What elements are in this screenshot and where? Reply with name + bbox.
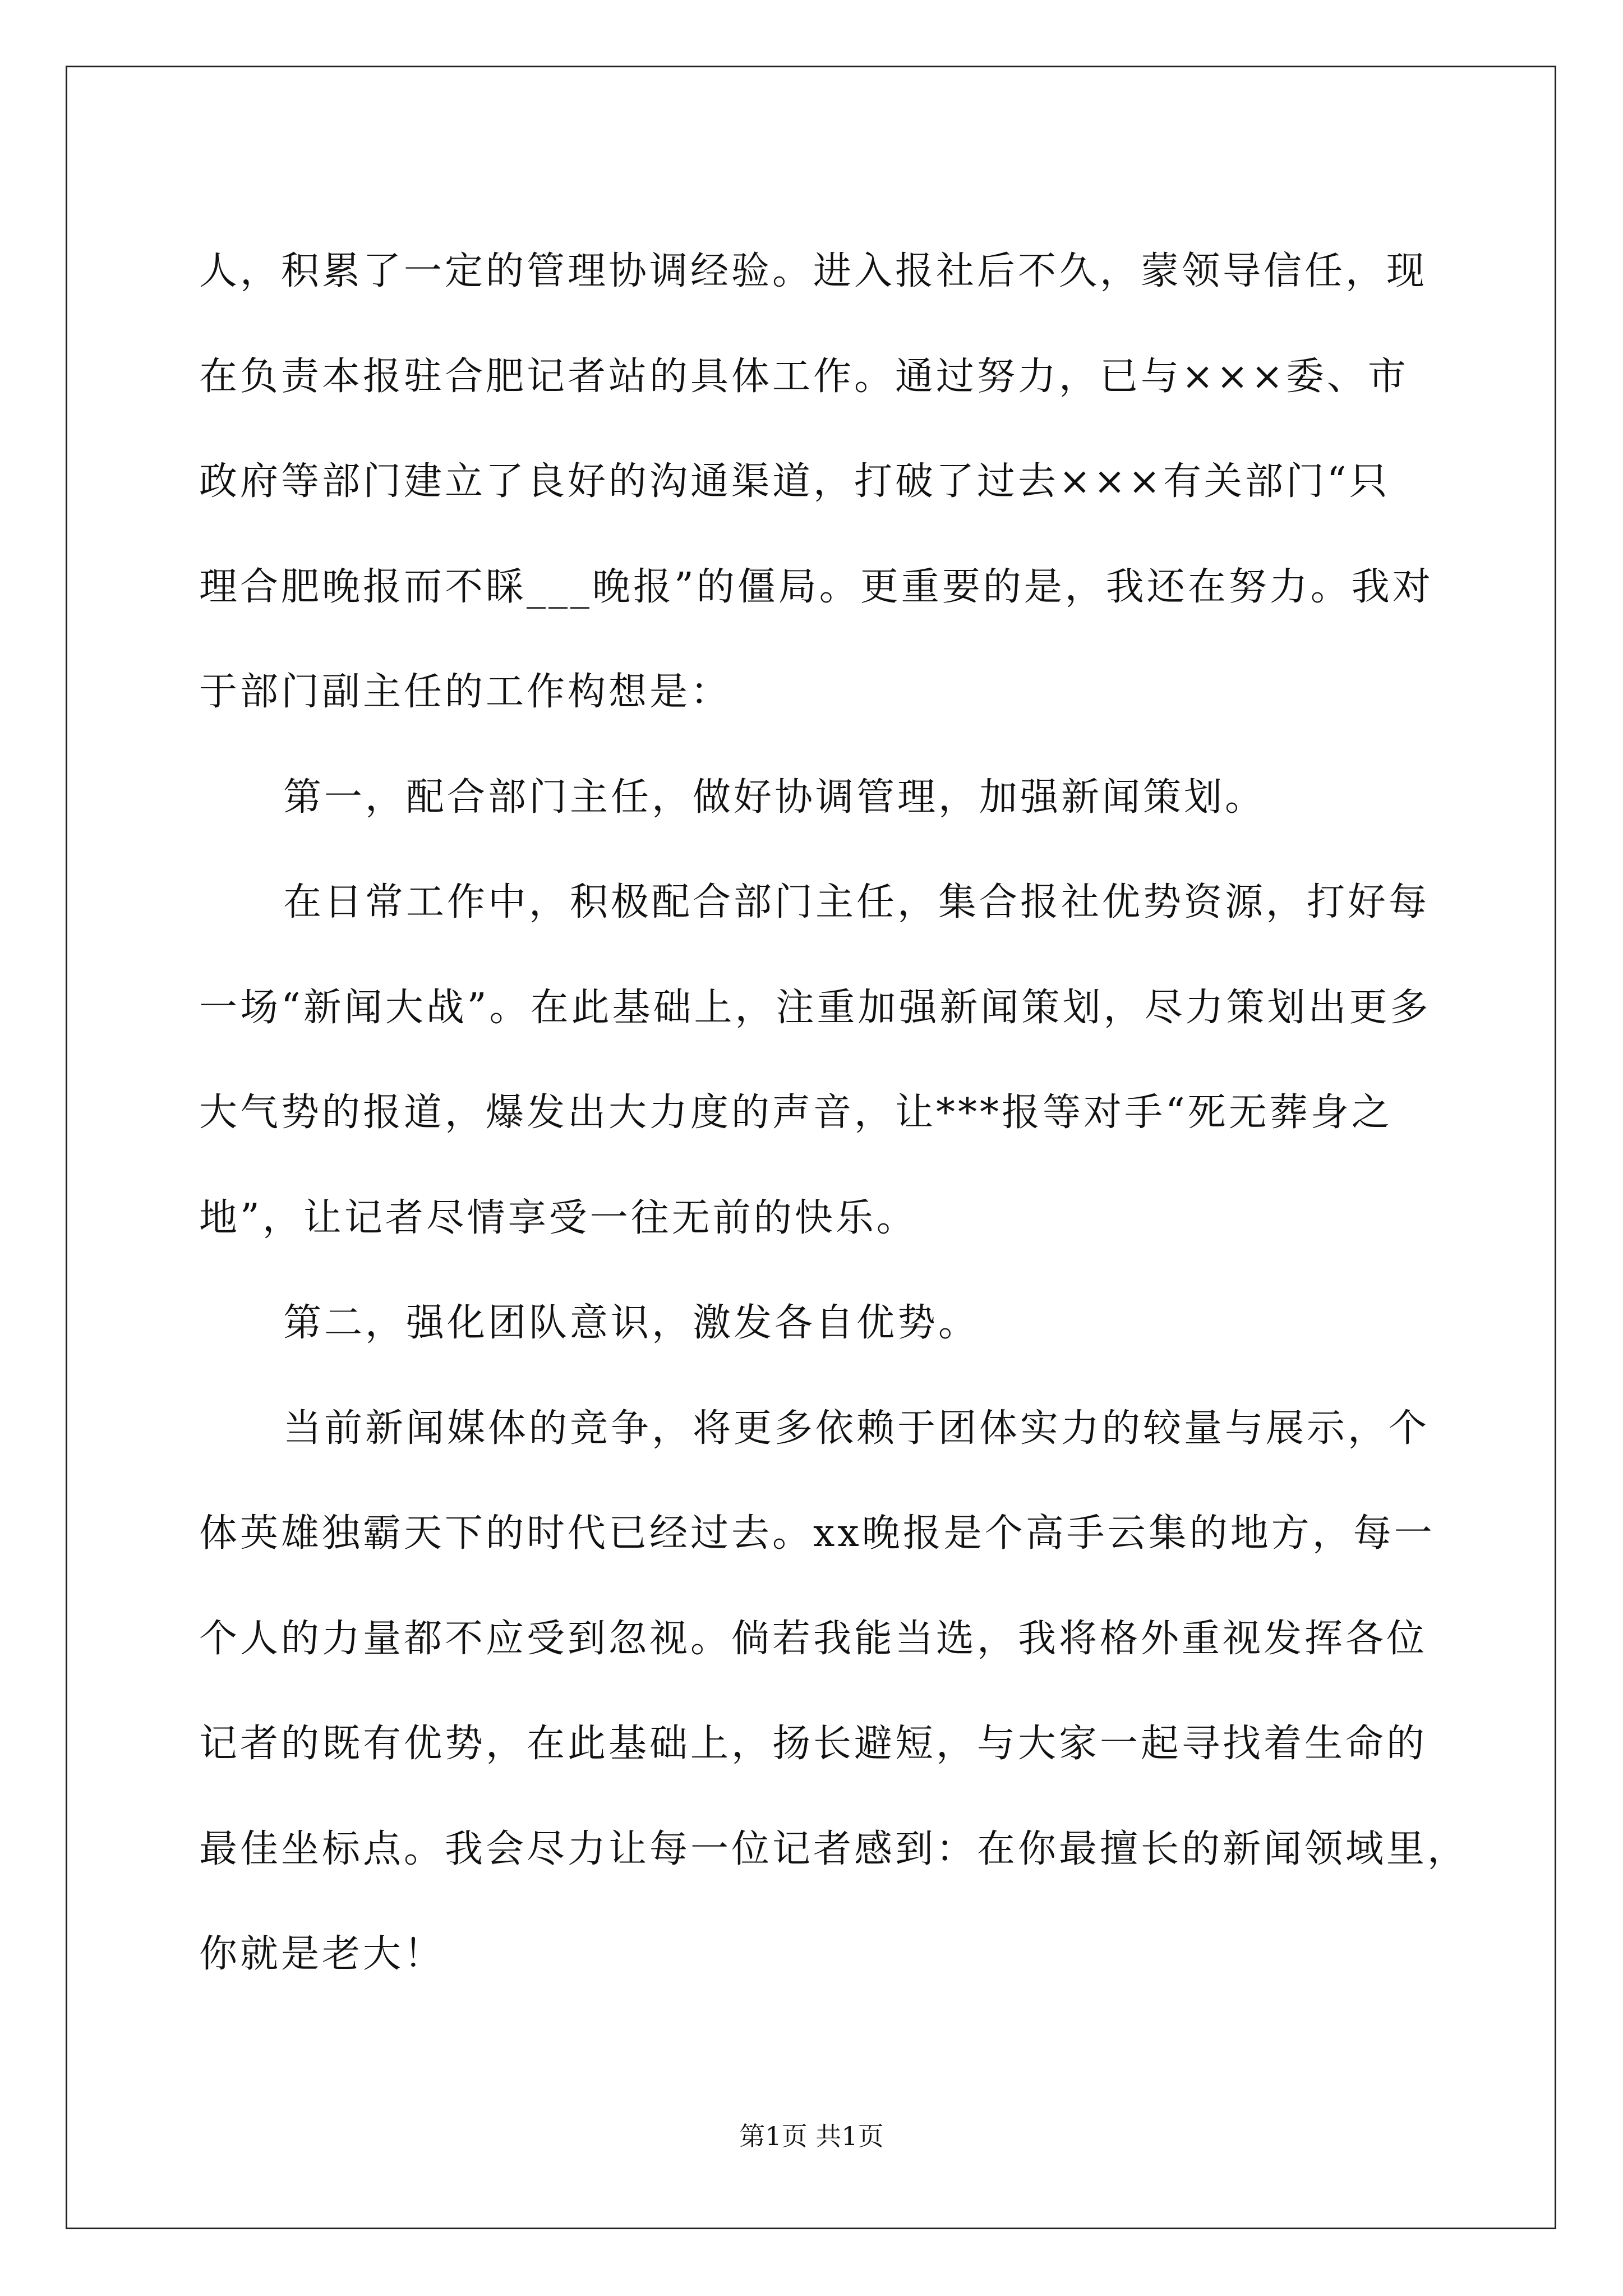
text-line: 体英雄独霸天下的时代已经过去。xx晚报是个高手云集的地方，每一 [199, 1511, 1435, 1556]
text-line: 人，积累了一定的管理协调经验。进入报社后不久，蒙领导信任，现 [199, 249, 1428, 293]
text-line: 记者的既有优势，在此基础上，扬长避短，与大家一起寻找着生命的 [199, 1722, 1428, 1766]
text-line: 理合肥晚报而不睬___晚报”的僵局。更重要的是，我还在努力。我对 [199, 564, 1433, 609]
text-line: 地”，让记者尽情享受一往无前的快乐。 [199, 1195, 917, 1240]
text-line: 个人的力量都不应受到忽视。倘若我能当选，我将格外重视发挥各位 [199, 1616, 1428, 1661]
document-body [199, 219, 1469, 2007]
text-line: 于部门副主任的工作构想是： [199, 670, 732, 714]
text-line: 你就是老大！ [199, 1932, 445, 1976]
text-line: 政府等部门建立了良好的沟通渠道，打破了过去×××有关部门“只 [199, 459, 1390, 504]
text-line: 最佳坐标点。我会尽力让每一位记者感到：在你最擅长的新闻领域里， [199, 1826, 1469, 1871]
text-line: 第一，配合部门主任，做好协调管理，加强新闻策划。 [283, 775, 1266, 820]
text-line: 当前新闻媒体的竞争，将更多依赖于团体实力的较量与展示，个 [283, 1406, 1430, 1451]
text-line: 一场“新闻大战”。在此基础上，注重加强新闻策划，尽力策划出更多 [199, 985, 1431, 1030]
text-line: 在负责本报驻合肥记者站的具体工作。通过努力，已与×××委、市 [199, 354, 1409, 399]
text-line: 在日常工作中，积极配合部门主任，集合报社优势资源，打好每 [283, 880, 1430, 924]
text-line: 大气势的报道，爆发出大力度的声音，让***报等对手“死无葬身之 [199, 1091, 1393, 1135]
page-number-footer: 第1页 共1页 [739, 2121, 884, 2151]
text-line: 第二，强化团队意识，激发各自优势。 [283, 1301, 980, 1345]
